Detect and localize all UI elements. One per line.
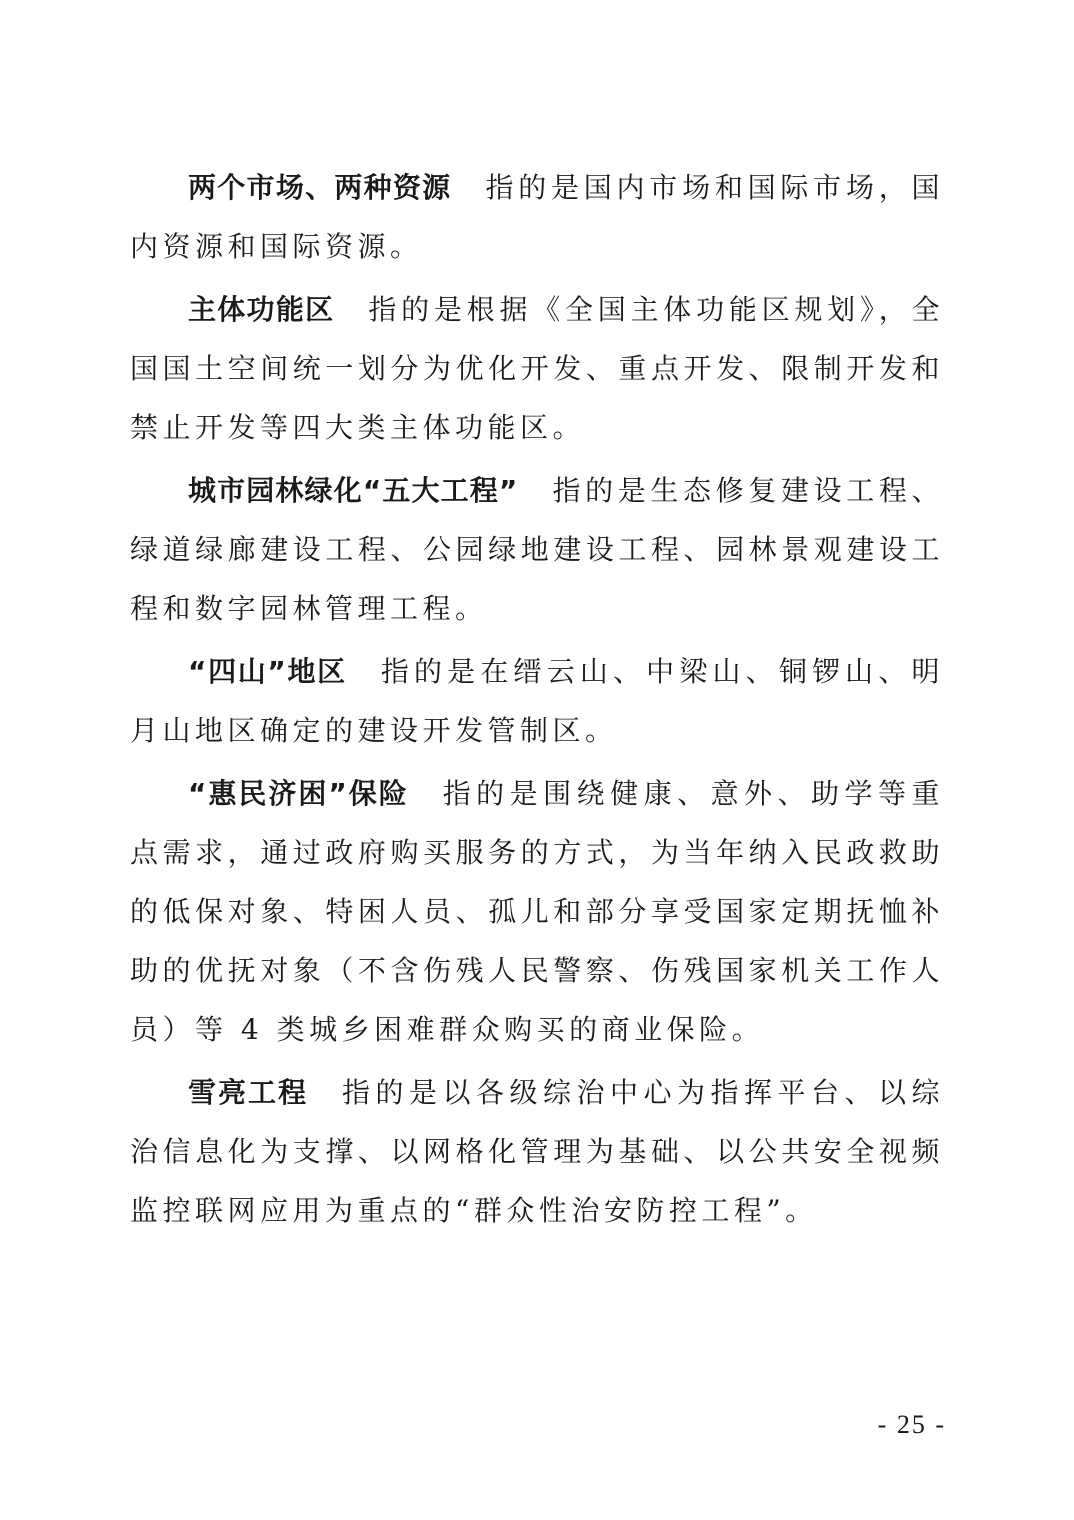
- glossary-term: 主体功能区: [188, 293, 335, 326]
- glossary-entry-4: [130, 642, 944, 760]
- page-number: - 25 -: [877, 1410, 946, 1439]
- glossary-definition: 指的是以各级综治中心为指挥平台、以综治信息化为支撑、以网格化管理为基础、以公共安全视频监控联网应用为重点的“群众性治安防控工程”。: [130, 1076, 944, 1227]
- glossary-term: 两个市场、两种资源: [188, 171, 452, 204]
- glossary-page: [130, 158, 944, 1244]
- glossary-term: 雪亮工程: [188, 1076, 308, 1109]
- glossary-entry-6: [130, 1063, 944, 1240]
- glossary-entry-1: [130, 158, 944, 276]
- glossary-term: 城市园林绿化“五大工程”: [188, 474, 519, 507]
- glossary-definition: 指的是国内市场和国际市场，国内资源和国际资源。: [130, 171, 944, 263]
- glossary-definition: 指的是根据《全国主体功能区规划》，全国国土空间统一划分为优化开发、重点开发、限制开发和禁止开发等四大类主体功能区。: [130, 293, 944, 444]
- glossary-definition: 指的是生态修复建设工程、绿道绿廊建设工程、公园绿地建设工程、园林景观建设工程和数字园林管理工程。: [130, 474, 944, 625]
- glossary-definition: 指的是在缙云山、中梁山、铜锣山、明月山地区确定的建设开发管制区。: [130, 655, 944, 747]
- glossary-term: “惠民济困”保险: [188, 777, 409, 810]
- glossary-definition: 指的是围绕健康、意外、助学等重点需求，通过政府购买服务的方式，为当年纳入民政救助的低保对象、特困人员、孤儿和部分享受国家定期抚恤补助的优抚对象（不含伤残人民警察、伤残国家机关工作人员）等 4 类城乡困难群众购买的商业保险。: [130, 777, 944, 1046]
- glossary-entry-2: [130, 280, 944, 457]
- glossary-entry-5: [130, 764, 944, 1059]
- glossary-entry-3: [130, 461, 944, 638]
- glossary-term: “四山”地区: [188, 655, 347, 688]
